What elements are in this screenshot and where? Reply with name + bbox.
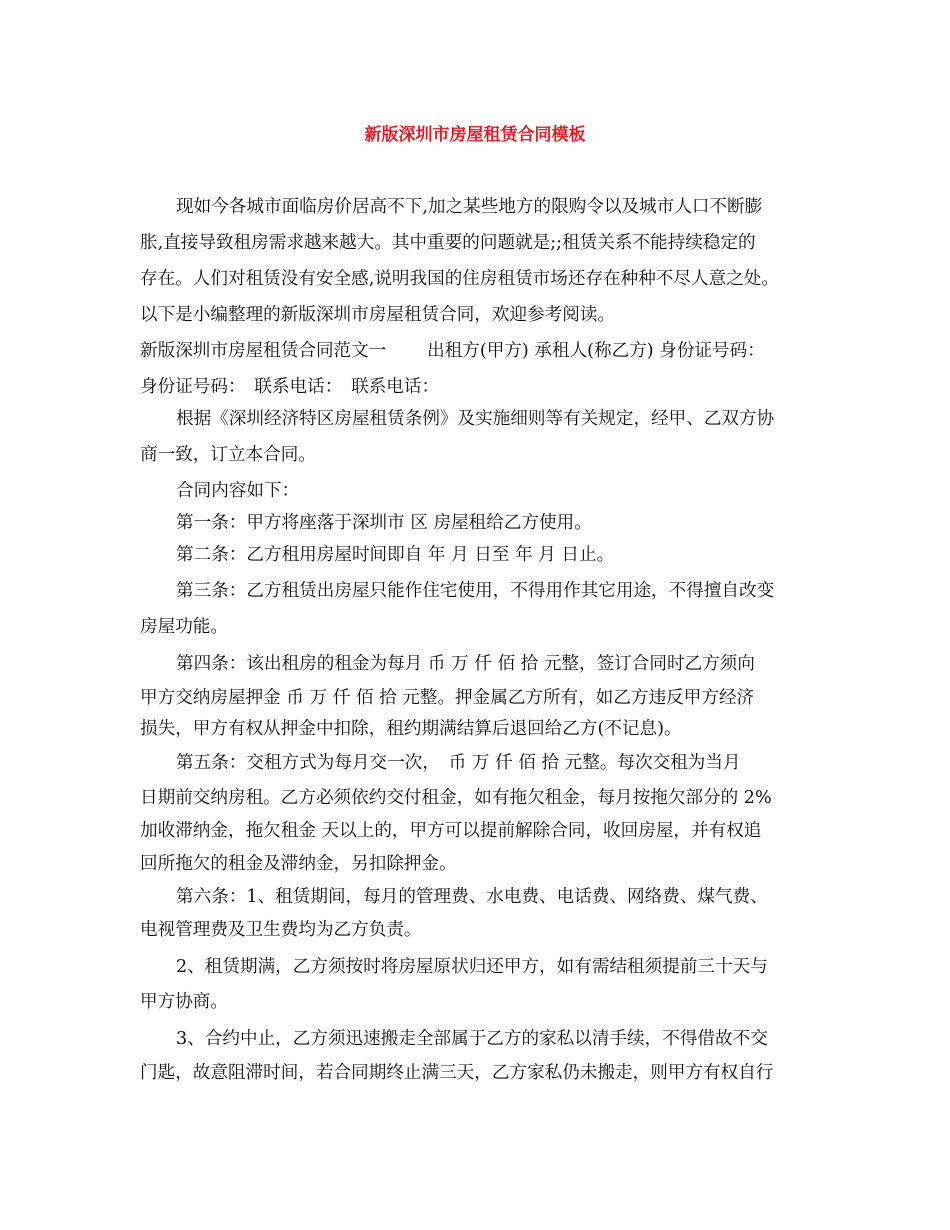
paragraph-line: 电视管理费及卫生费均为乙方负责。 (140, 920, 422, 940)
paragraph-line: 第六条：1、租赁期间，每月的管理费、水电费、电话费、网络费、煤气费、 (176, 887, 768, 907)
paragraph-line: 存在。人们对租赁没有安全感,说明我国的住房租赁市场还存在种种不尽人意之处。 (140, 269, 779, 289)
paragraph-line: 第二条：乙方租用房屋时间即自 年 月 日至 年 月 日止。 (176, 545, 615, 565)
paragraph-line: 甲方协商。 (140, 992, 228, 1012)
paragraph-line: 日期前交纳房租。乙方必须依约交付租金，如有拖欠租金，每月按拖欠部分的 2% (140, 788, 772, 808)
paragraph-line: 商一致，订立本合同。 (140, 445, 316, 465)
document-title: 新版深圳市房屋租赁合同模板 (364, 125, 586, 145)
paragraph-line: 甲方交纳房屋押金 币 万 仟 佰 拾 元整。押金属乙方所有，如乙方违反甲方经济 (140, 688, 755, 708)
paragraph-line: 身份证号码： 联系电话： 联系电话： (140, 377, 440, 397)
paragraph-line: 加收滞纳金，拖欠租金 天以上的，甲方可以提前解除合同，收回房屋，并有权追 (140, 821, 762, 841)
paragraph-line: 根据《深圳经济特区房屋租赁条例》及实施细则等有关规定，经甲、乙双方协 (176, 409, 775, 429)
paragraph-line: 门匙，故意阻滞时间，若合同期终止满三天，乙方家私仍未搬走，则甲方有权自行 (140, 1063, 774, 1083)
paragraph-line: 第三条：乙方租赁出房屋只能作住宅使用，不得用作其它用途，不得擅自改变 (176, 581, 775, 601)
paragraph-line: 第五条：交租方式为每月交一次， 币 万 仟 佰 拾 元整。每次交租为当月 (176, 753, 741, 773)
paragraph-line: 第一条：甲方将座落于深圳市 区 房屋租给乙方使用。 (176, 513, 592, 533)
paragraph-line: 3、合约中止，乙方须迅速搬走全部属于乙方的家私以清手续，不得借故不交 (176, 1029, 768, 1049)
paragraph-line: 2、租赁期满，乙方须按时将房屋原状归还甲方，如有需结租须提前三十天与 (176, 957, 768, 977)
paragraph-line: 房屋功能。 (140, 617, 228, 637)
paragraph-line: 损失，甲方有权从押金中扣除，租约期满结算后退回给乙方(不记息)。 (140, 719, 682, 739)
paragraph-line: 现如今各城市面临房价居高不下,加之某些地方的限购令以及城市人口不断膨 (176, 197, 763, 217)
paragraph-line: 第四条：该出租房的租金为每月 币 万 仟 佰 拾 元整，签订合同时乙方须向 (176, 654, 755, 674)
paragraph-line: 合同内容如下： (176, 481, 300, 501)
paragraph-line: 新版深圳市房屋租赁合同范文一 出租方(甲方) 承租人(称乙方) 身份证号码： (140, 341, 765, 361)
paragraph-line: 回所拖欠的租金及滞纳金，另扣除押金。 (140, 854, 457, 874)
paragraph-line: 胀,直接导致租房需求越来越大。其中重要的问题就是;;租赁关系不能持续稳定的 (140, 233, 756, 253)
paragraph-line: 以下是小编整理的新版深圳市房屋租赁合同，欢迎参考阅读。 (140, 305, 616, 325)
